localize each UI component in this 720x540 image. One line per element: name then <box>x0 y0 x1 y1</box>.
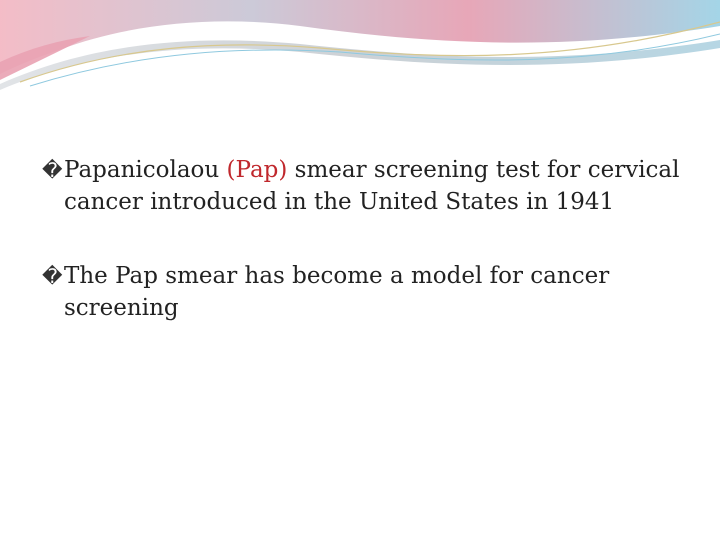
bullet-glyph-icon: � <box>42 158 63 182</box>
bullet-highlight-pap: (Pap) <box>226 157 288 183</box>
bullet-item-pap-test <box>42 154 682 218</box>
bullet-text-after: smear screening test for cervical cancer introduced in the United States in 1941 <box>64 157 680 215</box>
bullet-text: The Pap smear has become a model for cancer screening <box>64 263 610 321</box>
bullet-list <box>42 154 682 366</box>
bullet-text-before: Papanicolaou <box>64 157 227 183</box>
header-swoosh-decoration <box>0 0 720 90</box>
bullet-item-model-screening <box>42 260 682 324</box>
bullet-glyph-icon: � <box>42 264 63 288</box>
